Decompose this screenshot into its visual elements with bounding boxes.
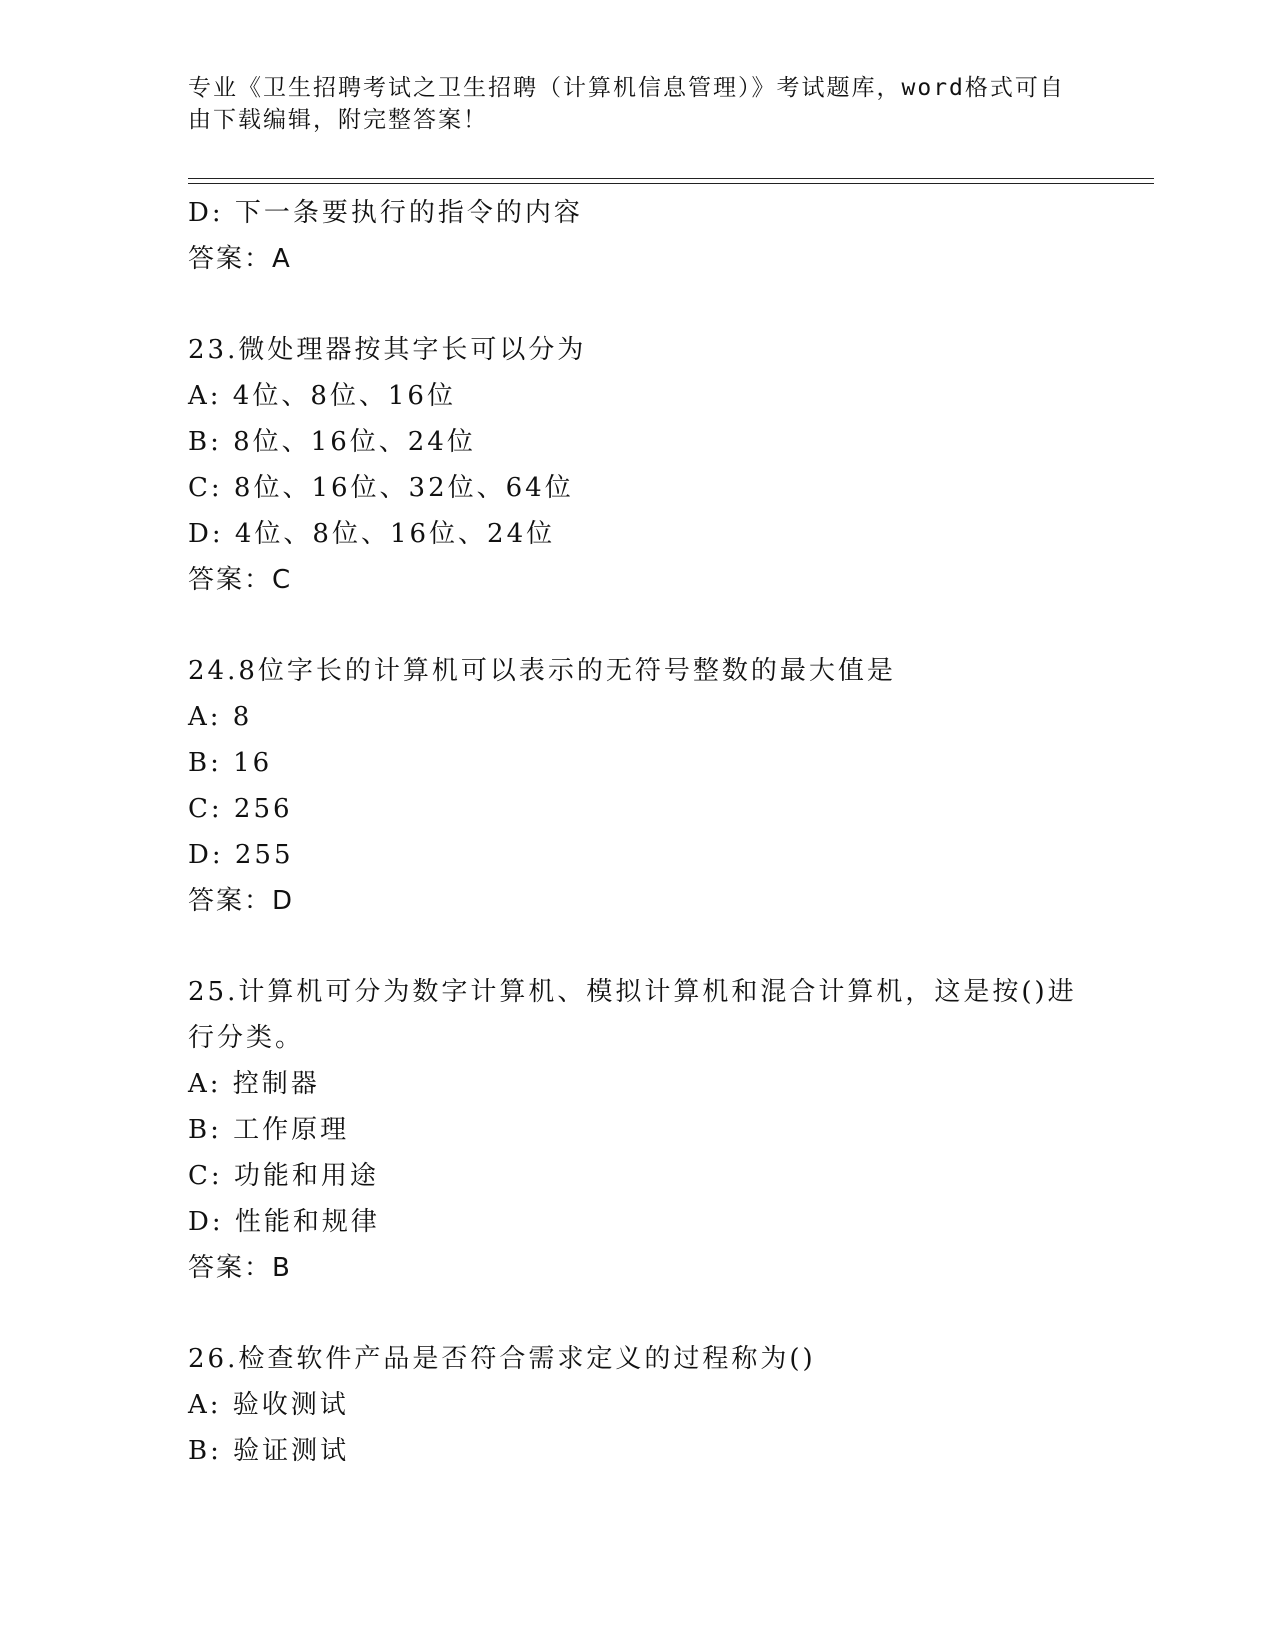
option-c: C: 256 — [188, 794, 293, 824]
header-divider-top — [188, 178, 1154, 179]
header-divider-bottom — [188, 183, 1154, 184]
question-title-line-1: 25.计算机可分为数字计算机、模拟计算机和混合计算机，这是按()进 — [188, 977, 1077, 1007]
header-line-2: 由下载编辑，附完整答案！ — [188, 107, 488, 133]
option-a: A: 验收测试 — [188, 1390, 349, 1420]
option-b: B: 工作原理 — [188, 1115, 350, 1145]
option-b: B: 验证测试 — [188, 1436, 350, 1466]
header-line-1: 专业《卫生招聘考试之卫生招聘（计算机信息管理）》考试题库，word格式可自 — [188, 75, 1065, 101]
answer: 答案：C — [188, 565, 293, 595]
option-c: C: 8位、16位、32位、64位 — [188, 473, 574, 503]
question-title: 24.8位字长的计算机可以表示的无符号整数的最大值是 — [188, 656, 896, 686]
option-a: A: 控制器 — [188, 1069, 320, 1099]
option-d: D: 4位、8位、16位、24位 — [188, 519, 556, 549]
prev-answer: 答案：A — [188, 244, 292, 274]
answer: 答案：D — [188, 886, 295, 916]
question-24 — [188, 648, 1088, 924]
question-25 — [188, 969, 1088, 1291]
option-a: A: 4位、8位、16位 — [188, 381, 456, 411]
question-title: 23.微处理器按其字长可以分为 — [188, 335, 587, 365]
spacer — [188, 924, 1088, 969]
prev-option-d: D: 下一条要执行的指令的内容 — [188, 198, 583, 228]
spacer — [188, 282, 1088, 327]
question-23 — [188, 327, 1088, 603]
question-title-line-2: 行分类。 — [188, 1023, 305, 1053]
document-header — [188, 72, 1068, 136]
option-d: D: 255 — [188, 840, 294, 870]
question-26 — [188, 1336, 1088, 1474]
option-a: A: 8 — [188, 702, 253, 732]
option-d: D: 性能和规律 — [188, 1207, 380, 1237]
option-b: B: 8位、16位、24位 — [188, 427, 476, 457]
spacer — [188, 1291, 1088, 1336]
question-title: 26.检查软件产品是否符合需求定义的过程称为() — [188, 1344, 816, 1374]
option-c: C: 功能和用途 — [188, 1161, 379, 1191]
answer: 答案：B — [188, 1253, 292, 1283]
spacer — [188, 603, 1088, 648]
option-b: B: 16 — [188, 748, 273, 778]
question-list — [188, 190, 1088, 1474]
